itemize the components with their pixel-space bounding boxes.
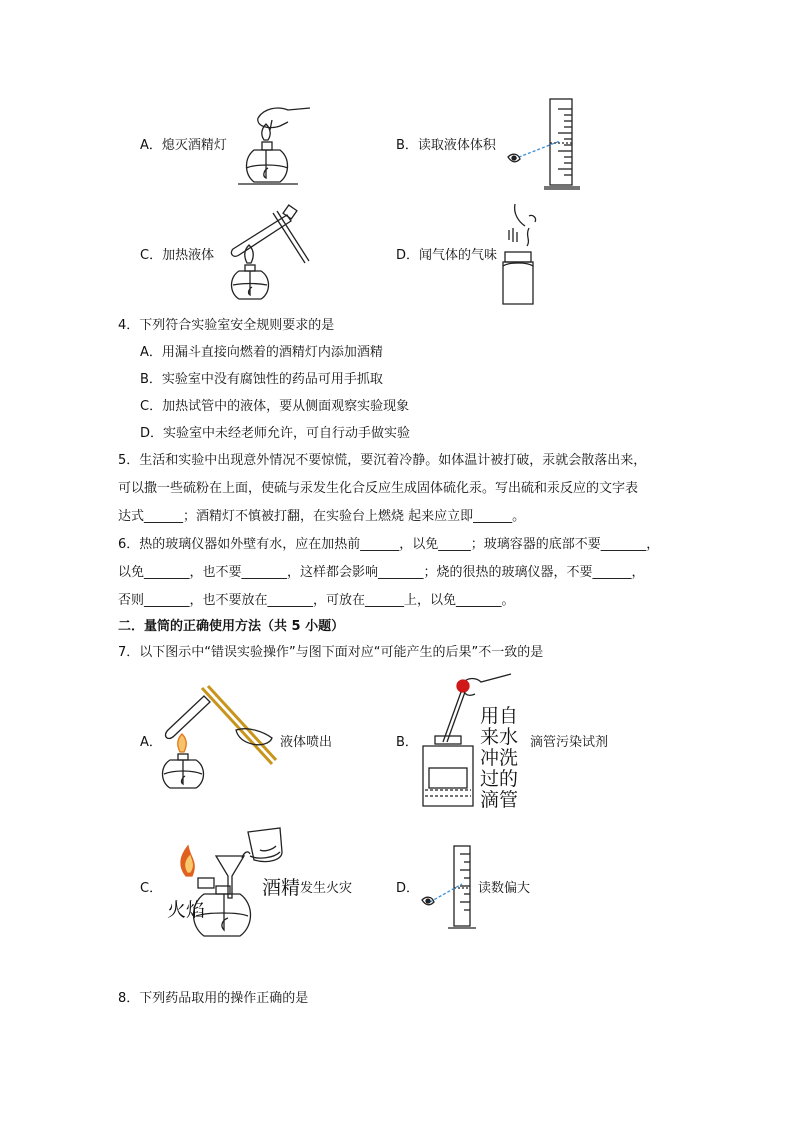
q4-option-b: B．实验室中没有腐蚀性的药品可用手抓取 [140,372,383,387]
section-title: 二．量筒的正确使用方法（共 5 小题） [118,619,345,634]
q4-option-c: C．加热试管中的液体，要从侧面观察实验现象 [140,399,410,414]
q7-b-hand-line-2: 来水 [480,726,519,748]
q7-option-b-hand-label [480,706,520,811]
graduated-cylinder-reading-figure [500,95,590,195]
q7-option-a-result: 液体喷出 [280,735,333,750]
q7-stem: 7．以下图示中“错误实验操作”与图下面对应“可能产生的后果”不一致的是 [118,645,544,660]
q5-line-2: 可以撒一些硫粉在上面，使硫与汞发生化合反应生成固体硫化汞。写出硫和汞反应的文字表 [118,481,639,496]
heating-liquid-figure [225,205,315,305]
q4-option-a: A．用漏斗直接向燃着的酒精灯内添加酒精 [140,345,383,360]
q5-line-3: 达式______；酒精灯不慎被打翻，在实验台上燃烧 起来应立即______。 [118,509,526,524]
q5-line-1: 5．生活和实验中出现意外情况不要惊慌，要沉着冷静。如体温计被打破，汞就会散落出来， [118,453,647,468]
q7-b-hand-line-3: 冲洗 [480,747,519,769]
q7-b-hand-line-4: 过的 [480,768,519,790]
q7-option-c-label: C． [140,881,163,896]
q7-option-a-label: A． [140,735,162,750]
q7-option-c-flame-label: 火焰 [167,899,206,921]
q4-stem: 4．下列符合实验室安全规则要求的是 [118,318,335,333]
q6-line-3: 否则_______，也不要放在_______，可放在______上，以免_______。 [118,593,515,608]
q7-option-b-result: 滴管污染试剂 [530,735,609,750]
q3-option-a: A．熄灭酒精灯 [140,138,227,153]
q7-option-d-result: 读数偏大 [478,881,531,896]
q3-option-c: C．加热液体 [140,248,215,263]
q7-option-d-label: D． [396,881,420,896]
q7-option-c-alcohol-label: 酒精 [262,877,301,899]
q6-line-2: 以免_______，也不要_______，这样都会影响_______；烧的很热的玻璃仪器，不要______， [118,565,645,580]
q3-option-b: B．读取液体体积 [396,138,496,153]
q7-b-hand-line-5: 滴管 [480,789,519,811]
q4-option-d: D．实验室中未经老师允许，可自行动手做实验 [140,426,411,441]
test-tube-heating-figure [160,682,280,794]
q7-b-hand-line-1: 用自 [480,705,519,727]
q3-option-d: D．闻气体的气味 [396,248,498,263]
q6-line-1: 6．热的玻璃仪器如外壁有水，应在加热前______，以免_____；玻璃容器的底部不要_______， [118,537,660,552]
q7-option-c-result: 发生火灾 [300,881,353,896]
alcohol-lamp-extinguish-figure [228,98,318,193]
smelling-gas-figure [495,200,575,310]
q7-option-b-label: B． [396,735,418,750]
q8-stem: 8．下列药品取用的操作正确的是 [118,991,309,1006]
